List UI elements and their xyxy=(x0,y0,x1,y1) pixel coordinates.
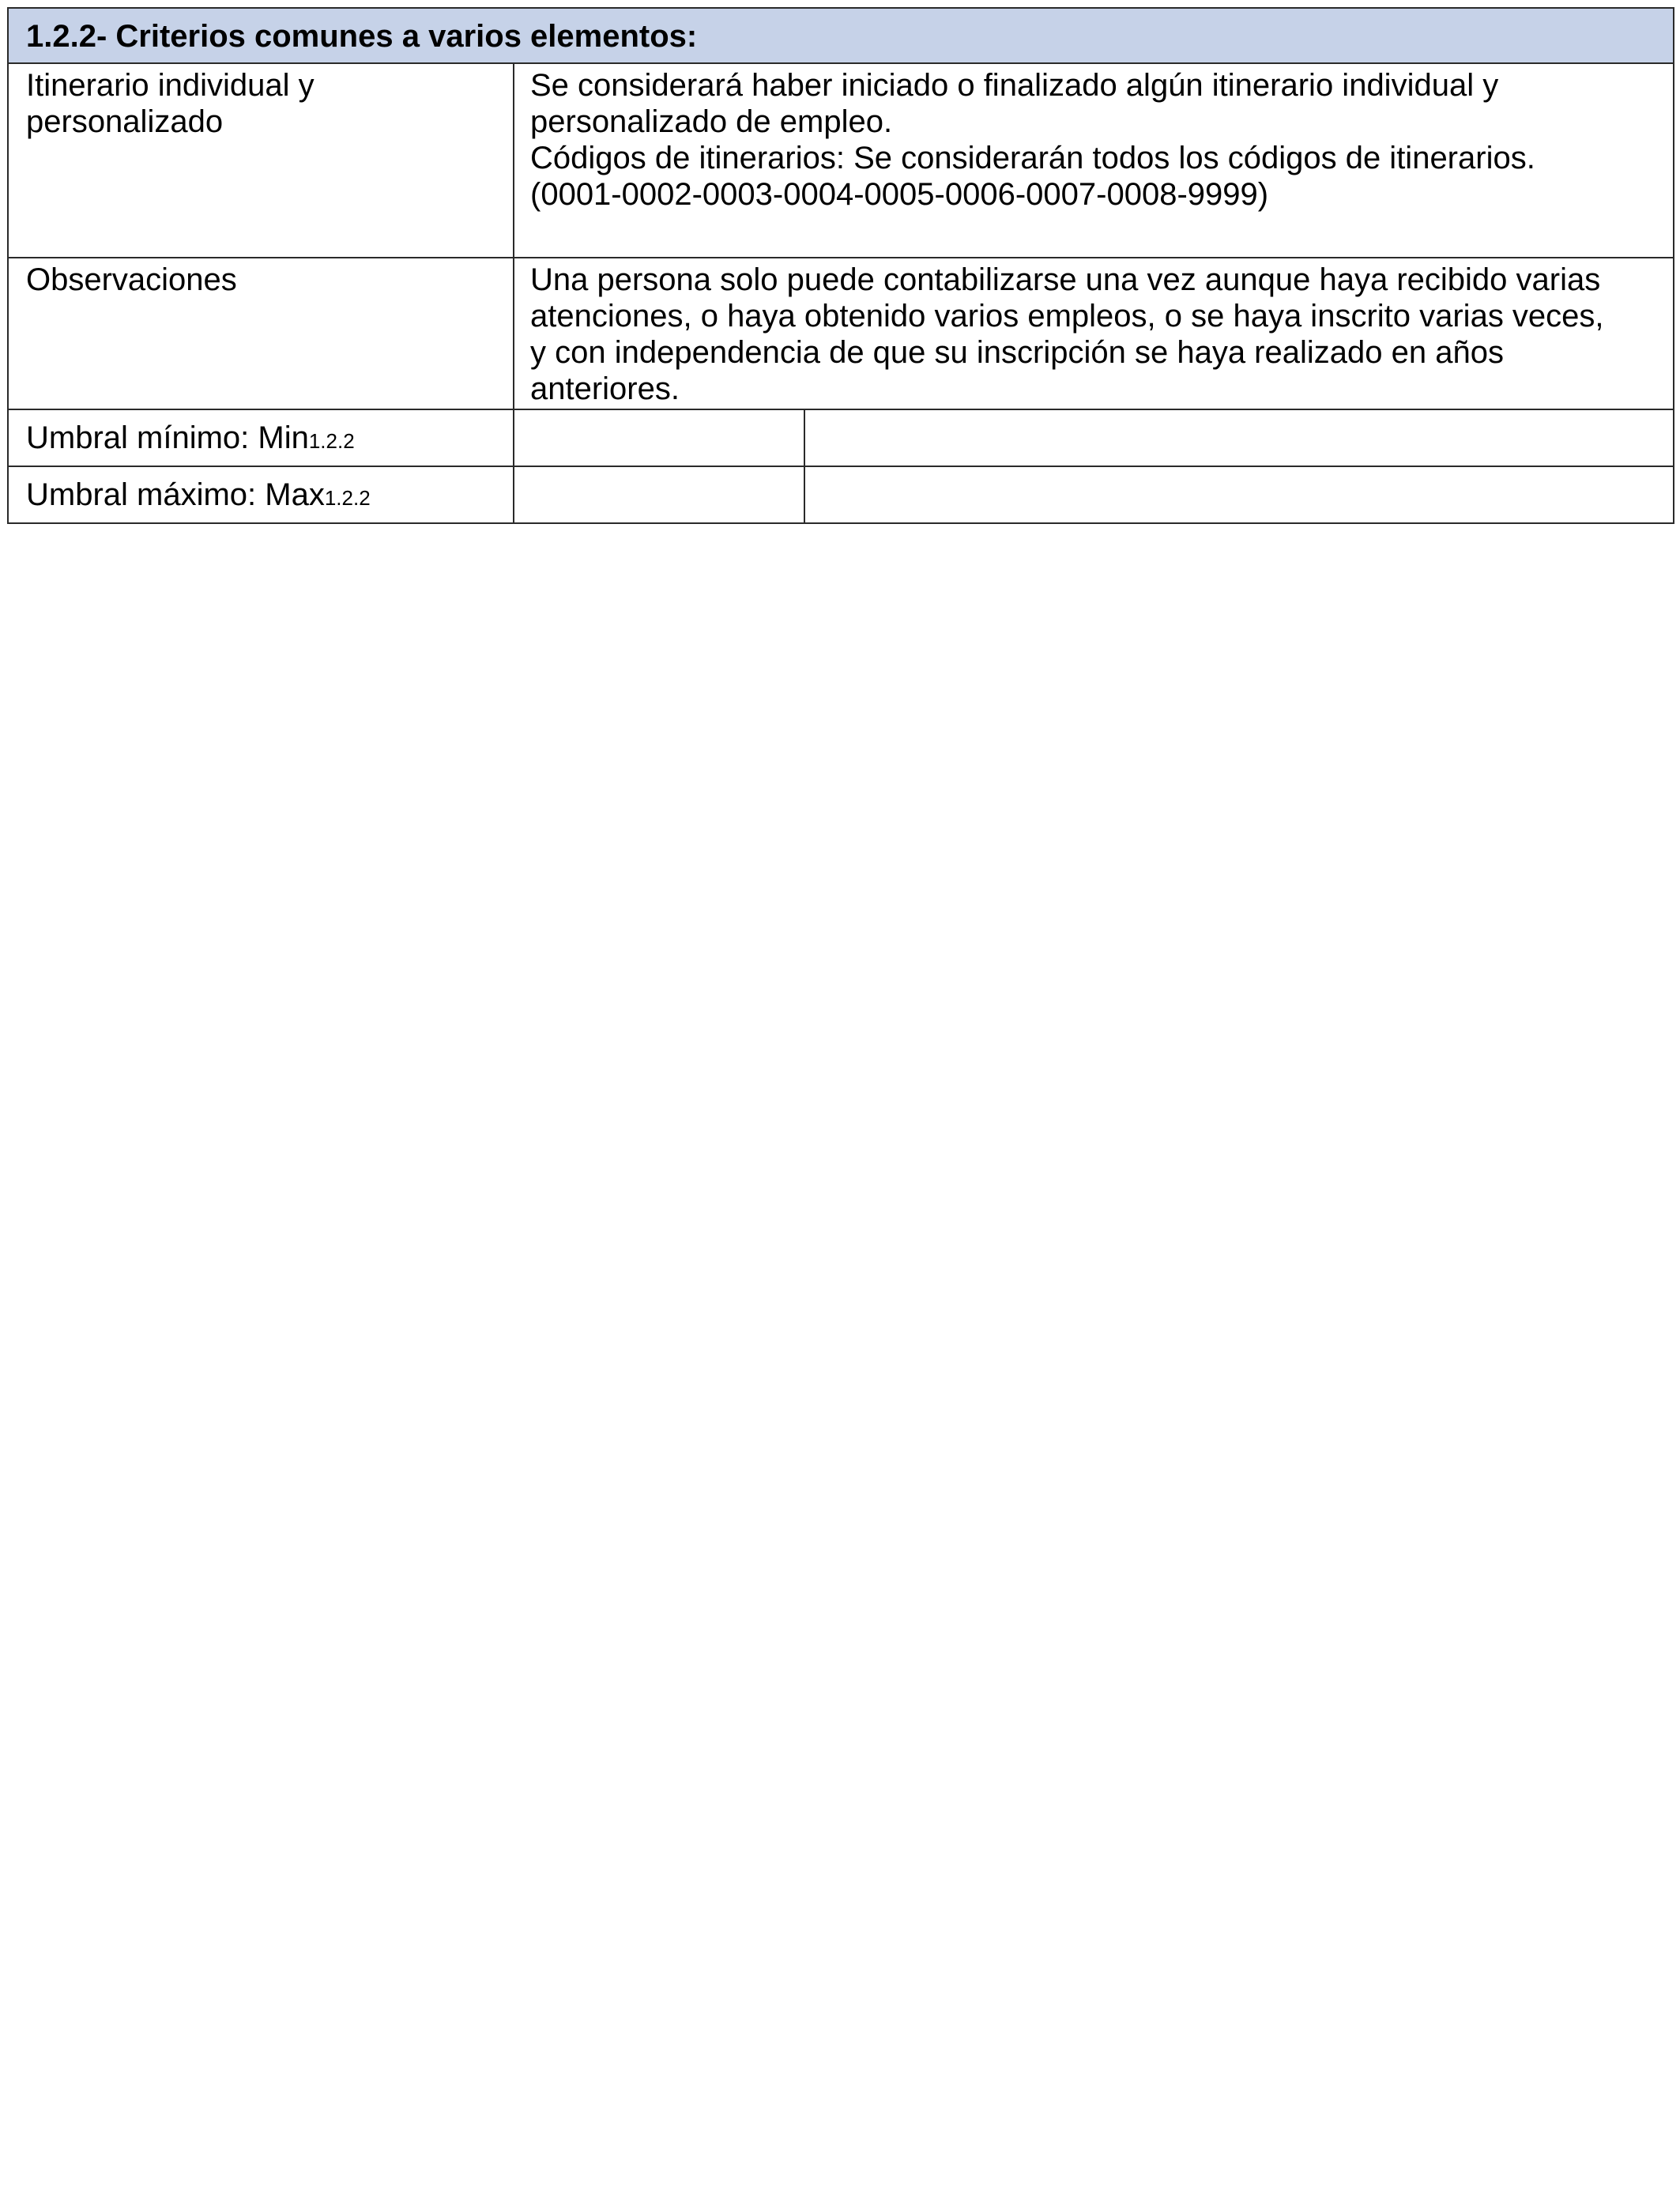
observations-text-line: anteriores. xyxy=(530,371,680,406)
observations-label: Observaciones xyxy=(26,262,237,297)
min-threshold-label-cell xyxy=(7,409,514,467)
itinerary-description-line: Se considerará haber iniciado o finalizado algún itinerario individual y xyxy=(530,68,1499,103)
min-threshold-subscript: 1.2.2 xyxy=(308,429,355,453)
itinerary-label-line: personalizado xyxy=(26,104,224,139)
observations-text-line: atenciones, o haya obtenido varios empleos, o se haya inscrito varias veces, xyxy=(530,299,1604,334)
itinerary-label-line: Itinerario individual y xyxy=(26,68,315,103)
criteria-table xyxy=(7,7,1674,516)
max-threshold-label-cell xyxy=(7,466,514,524)
max-threshold-subscript: 1.2.2 xyxy=(324,486,371,510)
observations-text-line: Una persona solo puede contabilizarse una vez aunque haya recibido varias xyxy=(530,262,1601,297)
section-header xyxy=(7,7,1674,64)
itinerary-codes-line: Códigos de itinerarios: Se considerarán todos los códigos de itinerarios. xyxy=(530,141,1535,175)
max-threshold-extra-cell xyxy=(804,466,1674,524)
itinerary-description-line: personalizado de empleo. xyxy=(530,104,893,139)
min-threshold-extra-cell xyxy=(804,409,1674,467)
observations-text-cell xyxy=(513,257,1674,410)
max-threshold-label: Umbral máximo: Max xyxy=(26,477,325,512)
min-threshold-value-cell xyxy=(513,409,805,467)
itinerary-codes-list: (0001-0002-0003-0004-0005-0006-0007-0008-9999) xyxy=(530,177,1269,212)
min-threshold-label: Umbral mínimo: Min xyxy=(26,420,309,455)
section-title: 1.2.2- Criterios comunes a varios elementos: xyxy=(26,19,698,54)
itinerary-label-cell xyxy=(7,62,514,258)
itinerary-description-cell xyxy=(513,62,1674,258)
max-threshold-value-cell xyxy=(513,466,805,524)
observations-text-line: y con independencia de que su inscripción se haya realizado en años xyxy=(530,335,1504,370)
observations-label-cell xyxy=(7,257,514,410)
